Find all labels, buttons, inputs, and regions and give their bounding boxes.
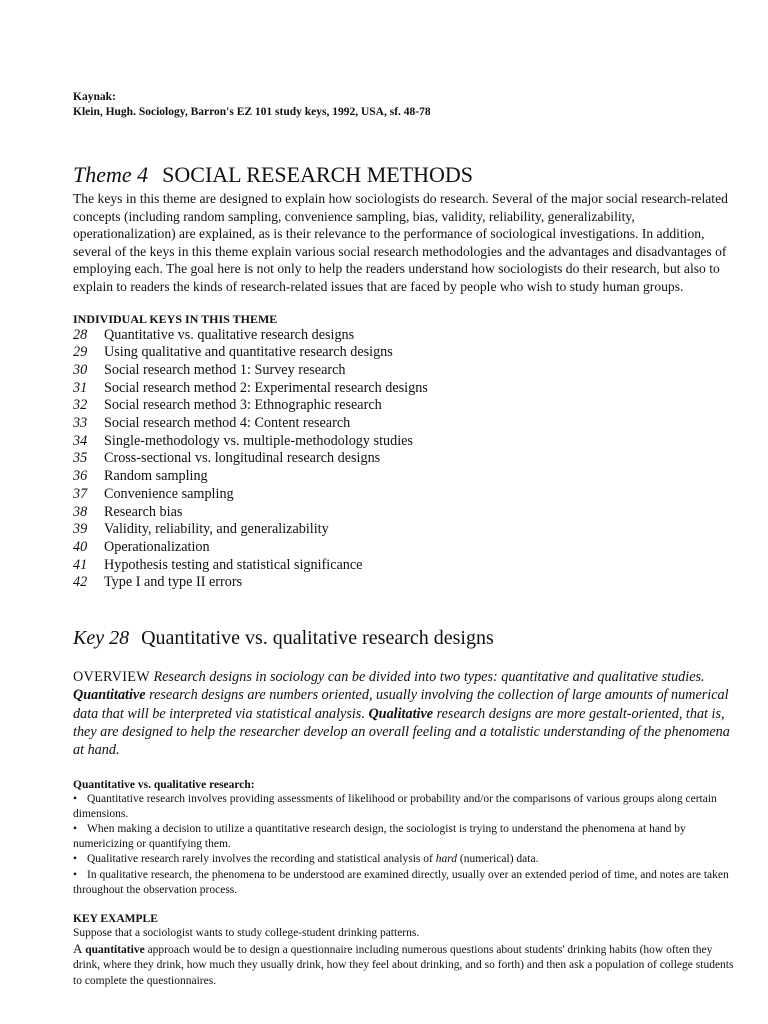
list-item: 41 Hypothesis testing and statistical significance <box>73 556 363 573</box>
theme-intro: The keys in this theme are designed to explain how sociologists do research. Several of the major social research-related concepts (including random sampling, convenience sampling, bias, validity, reliability, generalizability, operationalization) are explained, as is their relevance to the performance of sociological investigations. In addition, several of the keys in this theme explain various social research methodologies and the advantages and disadvantages of employing each. The goal here is not only to help the readers understand how sociologists do their research, but also to explain to readers the kinds of research-related issues that are faced by people who wish to study human groups. <box>73 191 728 294</box>
document-page <box>73 90 738 989</box>
list-item: 40 Operationalization <box>73 539 210 555</box>
list-item: 39 Validity, reliability, and generalizability <box>73 521 329 538</box>
quantitative-term: Quantitative <box>73 687 146 704</box>
list-item: • Qualitative research rarely involves the recording and statistical analysis of hard (numerical) data. <box>73 852 738 867</box>
list-item: 42 Type I and type II errors <box>73 574 243 591</box>
comparison-heading: Quantitative vs. qualitative research: <box>73 778 255 791</box>
list-item: 35 Cross-sectional vs. longitudinal research designs <box>73 450 381 467</box>
bullet-icon: • <box>73 853 78 866</box>
comparison-list <box>73 792 738 898</box>
theme-title: SOCIAL RESEARCH METHODS <box>162 162 474 187</box>
list-item: 30 Social research method 1: Survey research <box>73 361 346 378</box>
key-heading <box>73 626 738 650</box>
list-item: 29 Using qualitative and quantitative research designs <box>73 344 393 361</box>
list-item: 28 Quantitative vs. qualitative research designs <box>73 326 355 343</box>
list-item: 32 Social research method 3: Ethnographic research <box>73 397 382 414</box>
bullet-icon: • <box>73 792 78 805</box>
theme-heading <box>73 162 738 188</box>
list-item: 36 Random sampling <box>73 468 208 485</box>
example-heading: KEY EXAMPLE <box>73 913 158 926</box>
overview-paragraph: OVERVIEW Research designs in sociology can be divided into two types: quantitative and qualitative studies. Quantitative research designs are numbers oriented, usually involving the collection of large amounts of numerical data that will be interpreted via statistical analysis. Qualitative research designs are more gestalt-oriented, that is, they are designed to help the researcher develop an overall feeling and a totalistic understanding of the phenomena at hand. <box>73 669 730 759</box>
key-title: Quantitative vs. qualitative research designs <box>141 627 494 650</box>
source-label: Kaynak: <box>73 91 116 103</box>
list-item: • In qualitative research, the phenomena to be understood are examined directly, usually over an extended period of time, and notes are taken throughout the observation process. <box>73 868 729 896</box>
list-item: 37 Convenience sampling <box>73 485 234 502</box>
example-line: Suppose that a sociologist wants to study college-student drinking patterns. <box>73 927 420 940</box>
key-number: Key 28 <box>73 627 130 650</box>
overview-label: OVERVIEW <box>73 669 150 686</box>
list-item: • When making a decision to utilize a quantitative research design, the sociologist is trying to understand the phenomena at hand by numericizing or quantifying them. <box>73 823 686 851</box>
keys-heading: INDIVIDUAL KEYS IN THIS THEME <box>73 311 278 326</box>
theme-number: Theme 4 <box>73 162 149 187</box>
qualitative-term: Qualitative <box>368 705 434 722</box>
list-item: 38 Research bias <box>73 503 183 520</box>
bullet-icon: • <box>73 868 78 881</box>
bullet-icon: • <box>73 823 78 835</box>
list-item: • Quantitative research involves providing assessments of likelihood or probability and/or the comparisons of various groups along certain dimensions. <box>73 792 717 820</box>
list-item: 34 Single-methodology vs. multiple-methodology studies <box>73 432 413 449</box>
example-paragraph: A quantitative approach would be to design a questionnaire including numerous questions about students' drinking habits (how often they drink, where they drink, how much they usually drink, how they feel about drinking, and so forth) and then ask a population of college students to complete the questionnaires. <box>73 941 734 987</box>
keys-list <box>73 327 738 593</box>
list-item: 31 Social research method 2: Experimental research designs <box>73 379 428 396</box>
source-citation: Klein, Hugh. Sociology, Barron's EZ 101 study keys, 1992, USA, sf. 48-78 <box>73 106 431 118</box>
source-block <box>73 90 738 120</box>
list-item: 33 Social research method 4: Content research <box>73 415 351 432</box>
